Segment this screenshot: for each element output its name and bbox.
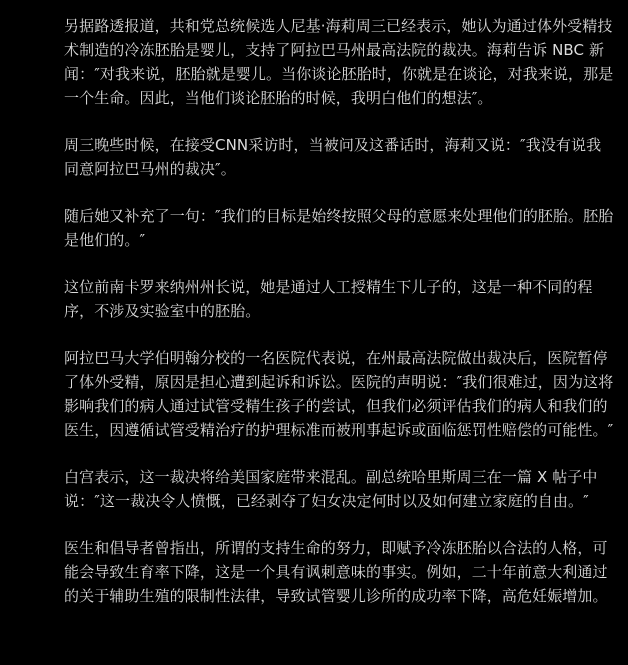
article-paragraph-2: 周三晚些时候，在接受CNN采访时，当被问及这番话时，海莉又说：″我没有说我同意阿拉巴马州的裁决″。 [64,136,602,178]
article-paragraph-5: 阿拉巴马大学伯明翰分校的一名医院代表说，在州最高法院做出裁决后，医院暂停了体外受精，原因是担心遭到起诉和诉讼。医院的声明说：″我们很难过，因为这将影响我们的病人通过试管受精生孩子的尝试，但我们必须评估我们的病人和我们的医生，因遵循试管受精治疗的护理标准而被刑事起诉或面临惩罚性赔偿的可能性。″ [64,349,614,439]
article-paragraph-4: 这位前南卡罗来纳州州长说，她是通过人工授精生下儿子的，这是一种不同的程序，不涉及实验室中的胚胎。 [64,278,593,320]
article-paragraph-6: 白宫表示，这一裁决将给美国家庭带来混乱。副总统哈里斯周三在一篇 X 帖子中说：″这一裁决令人愤慨，已经剥夺了妇女决定何时以及如何建立家庭的自由。″ [64,468,598,510]
article-paragraph-1: 另据路透报道，共和党总统候选人尼基·海莉周三已经表示，她认为通过体外受精技术制造的冷冻胚胎是婴儿，支持了阿拉巴马州最高法院的裁决。海莉告诉 NBC 新闻：″对我来说，胚胎就是婴儿。当你谈论胚胎时，你就是在谈论，对我来说，那是一个生命。因此，当他们谈论胚胎的时候，我明白他们的想法″。 [64,17,614,107]
article-paragraph-3: 随后她又补充了一句：″我们的目标是始终按照父母的意愿来处理他们的胚胎。胚胎是他们的。″ [64,207,614,249]
article-paragraph-7: 医生和倡导者曾指出，所谓的支持生命的努力，即赋予冷冻胚胎以合法的人格，可能会导致生育率下降，这是一个具有讽刺意味的事实。例如，二十年前意大利通过的关于辅助生殖的限制性法律，导致试管婴儿诊所的成功率下降，高危妊娠增加。 [64,539,608,605]
